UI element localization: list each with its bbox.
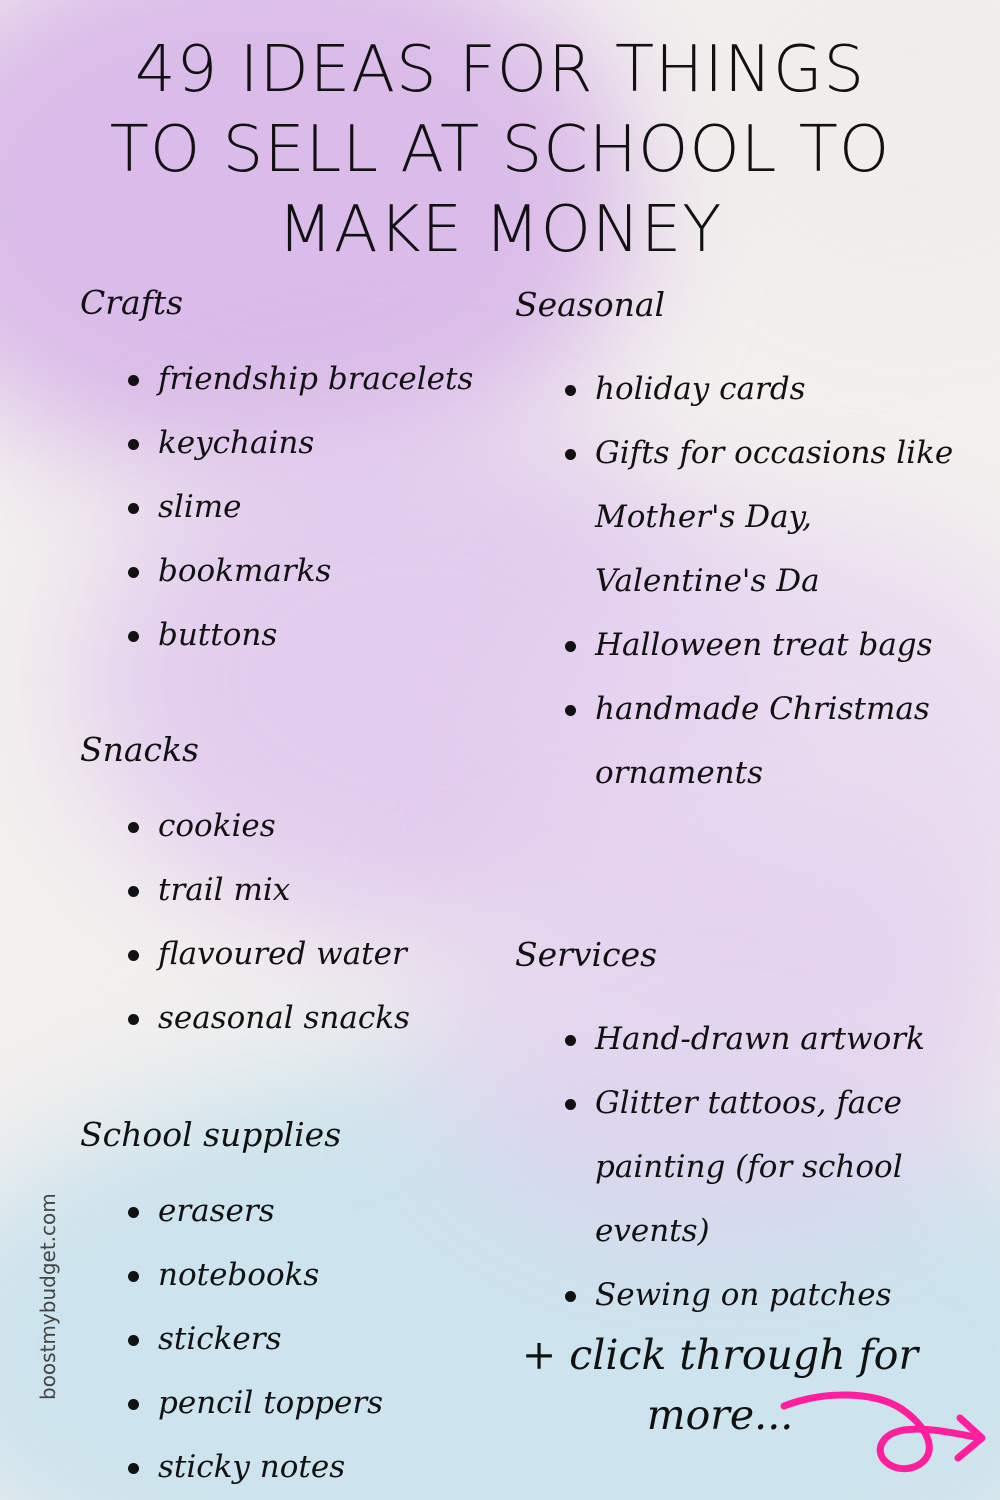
list-item: handmade Christmas ornaments	[515, 677, 955, 805]
click-through-link[interactable]: + click through for more...	[521, 1331, 919, 1439]
section-seasonal	[515, 285, 955, 805]
list-item: friendship bracelets	[80, 347, 473, 411]
list-item: pencil toppers	[80, 1371, 383, 1435]
list-item: seasonal snacks	[80, 986, 410, 1050]
section-heading-services: Services	[515, 935, 658, 974]
list-item: keychains	[80, 411, 473, 475]
section-crafts	[80, 283, 473, 667]
section-heading-school-supplies: School supplies	[80, 1115, 342, 1154]
website-watermark: boostmybudget.com	[36, 1193, 60, 1400]
list-item: Glitter tattoos, face painting (for school events)	[515, 1071, 955, 1263]
pink-loop-arrow-icon	[780, 1380, 990, 1475]
section-services	[515, 935, 955, 1327]
list-item: flavoured water	[80, 922, 410, 986]
section-snacks	[80, 730, 410, 1050]
list-item: trail mix	[80, 858, 410, 922]
section-school-supplies	[80, 1115, 383, 1499]
list-item: slime	[80, 475, 473, 539]
section-heading-snacks: Snacks	[80, 730, 199, 769]
list-item: stickers	[80, 1307, 383, 1371]
list-item: sticky notes	[80, 1435, 383, 1499]
list-item: Halloween treat bags	[515, 613, 955, 677]
section-heading-seasonal: Seasonal	[515, 285, 666, 324]
list-item: erasers	[80, 1179, 383, 1243]
list-item: bookmarks	[80, 539, 473, 603]
list-item: cookies	[80, 794, 410, 858]
page-title: 49 IDEAS FOR THINGS TO SELL AT SCHOOL TO MAKE MONEY	[109, 33, 891, 267]
section-heading-crafts: Crafts	[80, 283, 184, 322]
list-item: buttons	[80, 603, 473, 667]
list-item: holiday cards	[515, 357, 955, 421]
list-item: notebooks	[80, 1243, 383, 1307]
list-item: Sewing on patches	[515, 1263, 955, 1327]
list-item: Hand-drawn artwork	[515, 1007, 955, 1071]
list-item: Gifts for occasions like Mother's Day, Valentine's Da	[515, 421, 955, 613]
